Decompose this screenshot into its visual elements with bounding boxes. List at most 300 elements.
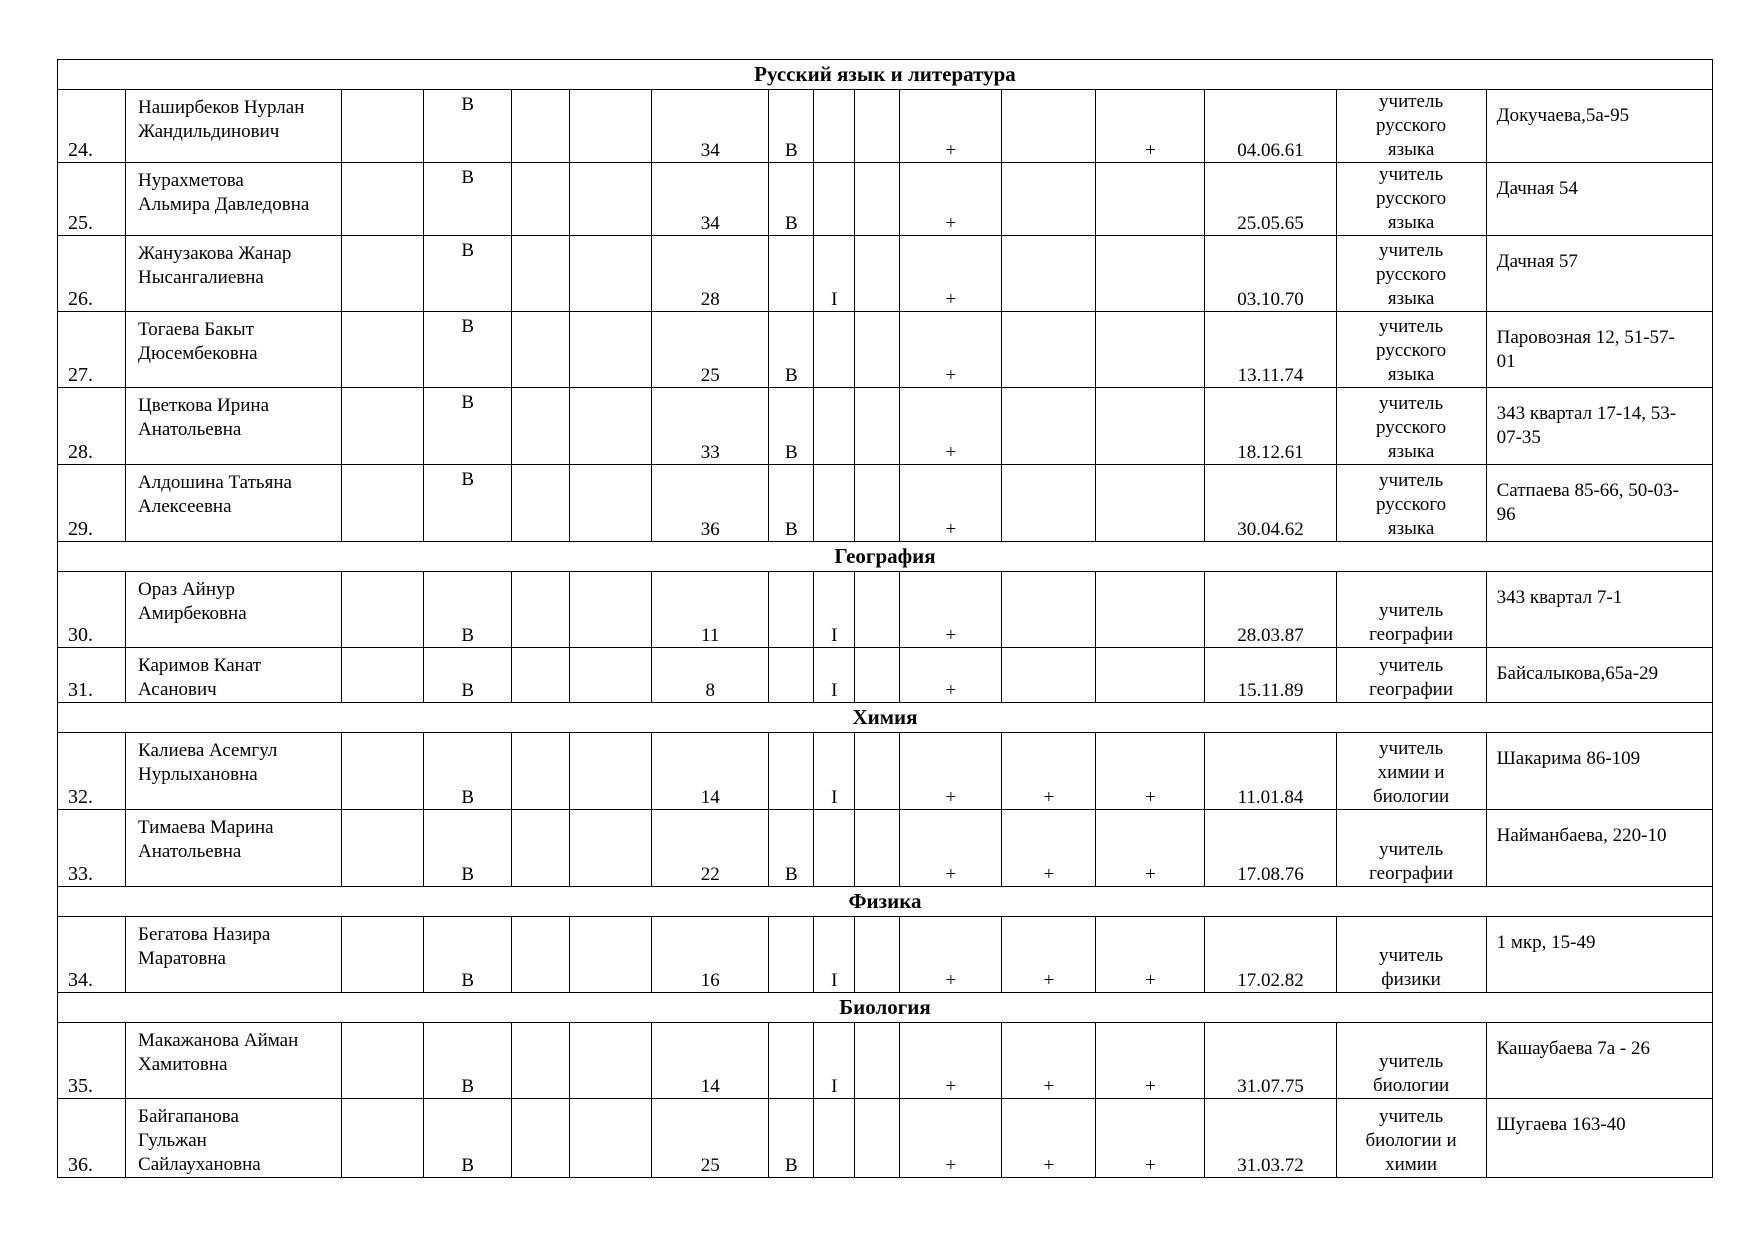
- teacher-name-line: Амирбековна: [138, 603, 247, 624]
- position: [1336, 163, 1486, 236]
- row-number: 30.: [58, 572, 126, 648]
- empty-cell: [342, 1023, 424, 1099]
- position-line: географии: [1369, 863, 1453, 884]
- empty-cell: [570, 163, 652, 236]
- teacher-name-line: Бегатова Назира: [138, 924, 271, 945]
- address-line: Шугаева 163-40: [1496, 1114, 1626, 1135]
- section-title: География: [58, 542, 1713, 572]
- table-row: [58, 1023, 1713, 1099]
- experience-years: 25: [652, 1099, 769, 1178]
- experience-years: 16: [652, 917, 769, 993]
- position-line: учитель: [1379, 1051, 1444, 1072]
- table-row: [58, 917, 1713, 993]
- empty-cell: [512, 733, 570, 810]
- teacher-name: [126, 733, 342, 810]
- empty-cell: [570, 388, 652, 465]
- birth-date: 31.07.75: [1205, 1023, 1336, 1099]
- position-line: языка: [1387, 139, 1435, 160]
- position-line: учитель: [1379, 600, 1444, 621]
- mark-i-cell: [814, 465, 855, 542]
- position-line: химии: [1385, 1154, 1438, 1175]
- teacher-name-line: Альмира Давледовна: [138, 194, 310, 215]
- teacher-name: [126, 465, 342, 542]
- address: [1486, 465, 1712, 542]
- address-line: 96: [1496, 504, 1516, 525]
- address-line: Байсалыкова,65а-29: [1496, 663, 1659, 684]
- table-row: [58, 90, 1713, 163]
- plus-cell-2: [1002, 163, 1096, 236]
- empty-cell: [342, 733, 424, 810]
- table-row: [58, 163, 1713, 236]
- address-line: 343 квартал 17-14, 53-: [1496, 403, 1677, 424]
- position-line: языка: [1387, 212, 1435, 233]
- plus-cell-1: +: [900, 1023, 1002, 1099]
- teacher-name-line: Асанович: [138, 679, 217, 700]
- plus-cell-1: +: [900, 917, 1002, 993]
- mark-i-cell: [814, 90, 855, 163]
- empty-cell: [342, 917, 424, 993]
- row-number: 33.: [58, 810, 126, 887]
- category-cell: В: [424, 90, 512, 163]
- empty-cell: [570, 810, 652, 887]
- teacher-name-line: Маратовна: [138, 948, 226, 969]
- plus-cell-1: +: [900, 572, 1002, 648]
- category-cell: В: [424, 648, 512, 703]
- teacher-name-line: Нурлыхановна: [138, 764, 258, 785]
- address-line: 07-35: [1496, 427, 1541, 448]
- section-header-row: [58, 993, 1713, 1023]
- position-line: учитель: [1379, 91, 1444, 112]
- teacher-name-line: Наширбеков Нурлан: [138, 97, 305, 118]
- position: [1336, 465, 1486, 542]
- experience-years: 14: [652, 733, 769, 810]
- position-line: биологии и: [1365, 1130, 1457, 1151]
- position-line: географии: [1369, 679, 1453, 700]
- teacher-name-line: Анатольевна: [138, 419, 242, 440]
- address-line: 01: [1496, 351, 1516, 372]
- mark-i-cell: I: [814, 917, 855, 993]
- plus-cell-1: +: [900, 1099, 1002, 1178]
- teacher-name-line: Сайлаухановна: [138, 1154, 261, 1175]
- mark-i-cell: [814, 1099, 855, 1178]
- table-row: [58, 572, 1713, 648]
- position-line: языка: [1387, 518, 1435, 539]
- address-line: Сатпаева 85-66, 50-03-: [1496, 480, 1679, 501]
- teacher-name-line: Гульжан: [138, 1130, 207, 1151]
- teacher-name: [126, 90, 342, 163]
- position: [1336, 1099, 1486, 1178]
- empty-cell: [570, 236, 652, 312]
- address: [1486, 236, 1712, 312]
- empty-cell: [570, 90, 652, 163]
- address: [1486, 1099, 1712, 1178]
- empty-cell: [570, 917, 652, 993]
- position-line: русского: [1375, 264, 1447, 285]
- plus-cell-3: [1096, 312, 1205, 388]
- plus-cell-2: +: [1002, 810, 1096, 887]
- empty-cell: [512, 90, 570, 163]
- position-line: учитель: [1379, 240, 1444, 261]
- plus-cell-3: +: [1096, 917, 1205, 993]
- category-cell: В: [424, 1023, 512, 1099]
- teacher-name: [126, 572, 342, 648]
- empty-cell: [342, 465, 424, 542]
- plus-cell-1: +: [900, 648, 1002, 703]
- section-title: Биология: [58, 993, 1713, 1023]
- experience-years: 34: [652, 163, 769, 236]
- row-number: 32.: [58, 733, 126, 810]
- plus-cell-3: [1096, 236, 1205, 312]
- teacher-name-line: Калиева Асемгул: [138, 740, 278, 761]
- plus-cell-3: +: [1096, 810, 1205, 887]
- address-line: 1 мкр, 15-49: [1496, 932, 1596, 953]
- empty-cell: [512, 236, 570, 312]
- table-row: [58, 312, 1713, 388]
- mark-b-cell: В: [769, 388, 814, 465]
- mark-b-cell: В: [769, 312, 814, 388]
- plus-cell-1: +: [900, 733, 1002, 810]
- empty-cell: [570, 1099, 652, 1178]
- plus-cell-2: [1002, 572, 1096, 648]
- empty-cell: [342, 90, 424, 163]
- row-number: 26.: [58, 236, 126, 312]
- address: [1486, 917, 1712, 993]
- plus-cell-2: [1002, 236, 1096, 312]
- position-line: русского: [1375, 340, 1447, 361]
- empty-cell: [342, 810, 424, 887]
- teacher-name-line: Дюсембековна: [138, 343, 258, 364]
- empty-cell: [570, 572, 652, 648]
- experience-years: 25: [652, 312, 769, 388]
- teacher-name-line: Ораз Айнур: [138, 579, 235, 600]
- teacher-name-line: Хамитовна: [138, 1054, 228, 1075]
- plus-cell-2: [1002, 90, 1096, 163]
- position-line: учитель: [1379, 945, 1444, 966]
- address-line: Дачная 54: [1496, 178, 1578, 199]
- empty-cell: [855, 312, 900, 388]
- birth-date: 17.08.76: [1205, 810, 1336, 887]
- category-cell: В: [424, 572, 512, 648]
- plus-cell-2: [1002, 465, 1096, 542]
- plus-cell-3: [1096, 163, 1205, 236]
- teacher-name-line: Жанузакова Жанар: [138, 243, 292, 264]
- mark-i-cell: [814, 163, 855, 236]
- plus-cell-3: +: [1096, 1099, 1205, 1178]
- birth-date: 31.03.72: [1205, 1099, 1336, 1178]
- mark-i-cell: I: [814, 733, 855, 810]
- empty-cell: [855, 163, 900, 236]
- table-row: [58, 236, 1713, 312]
- mark-b-cell: В: [769, 90, 814, 163]
- experience-years: 11: [652, 572, 769, 648]
- plus-cell-2: [1002, 312, 1096, 388]
- address-line: Шакарима 86-109: [1496, 748, 1641, 769]
- birth-date: 28.03.87: [1205, 572, 1336, 648]
- empty-cell: [570, 312, 652, 388]
- row-number: 31.: [58, 648, 126, 703]
- plus-cell-3: [1096, 388, 1205, 465]
- position-line: географии: [1369, 624, 1453, 645]
- mark-b-cell: [769, 733, 814, 810]
- position-line: химии и: [1377, 762, 1445, 783]
- position-line: учитель: [1379, 738, 1444, 759]
- empty-cell: [512, 572, 570, 648]
- address: [1486, 312, 1712, 388]
- plus-cell-3: +: [1096, 733, 1205, 810]
- teacher-name: [126, 648, 342, 703]
- mark-i-cell: I: [814, 236, 855, 312]
- empty-cell: [342, 163, 424, 236]
- empty-cell: [342, 236, 424, 312]
- empty-cell: [855, 810, 900, 887]
- position: [1336, 733, 1486, 810]
- mark-b-cell: В: [769, 810, 814, 887]
- empty-cell: [570, 733, 652, 810]
- empty-cell: [342, 1099, 424, 1178]
- teacher-name: [126, 163, 342, 236]
- plus-cell-1: +: [900, 90, 1002, 163]
- empty-cell: [512, 648, 570, 703]
- mark-b-cell: В: [769, 465, 814, 542]
- birth-date: 17.02.82: [1205, 917, 1336, 993]
- address-line: Найманбаева, 220-10: [1496, 825, 1667, 846]
- position: [1336, 236, 1486, 312]
- table-row: [58, 1099, 1713, 1178]
- position-line: учитель: [1379, 839, 1444, 860]
- mark-b-cell: [769, 572, 814, 648]
- position: [1336, 1023, 1486, 1099]
- section-title: Физика: [58, 887, 1713, 917]
- mark-i-cell: I: [814, 648, 855, 703]
- staff-table: [57, 59, 1713, 1178]
- address-line: Кашаубаева 7а - 26: [1496, 1038, 1651, 1059]
- empty-cell: [855, 90, 900, 163]
- category-cell: В: [424, 312, 512, 388]
- address: [1486, 1023, 1712, 1099]
- plus-cell-1: +: [900, 312, 1002, 388]
- empty-cell: [855, 1023, 900, 1099]
- birth-date: 18.12.61: [1205, 388, 1336, 465]
- plus-cell-2: +: [1002, 1023, 1096, 1099]
- mark-b-cell: В: [769, 163, 814, 236]
- teacher-name-line: Алдошина Татьяна: [138, 472, 292, 493]
- plus-cell-2: +: [1002, 1099, 1096, 1178]
- empty-cell: [512, 388, 570, 465]
- position-line: учитель: [1379, 470, 1444, 491]
- section-title: Химия: [58, 703, 1713, 733]
- birth-date: 04.06.61: [1205, 90, 1336, 163]
- category-cell: В: [424, 917, 512, 993]
- address: [1486, 810, 1712, 887]
- empty-cell: [512, 917, 570, 993]
- position-line: русского: [1375, 494, 1447, 515]
- position: [1336, 312, 1486, 388]
- teacher-name: [126, 810, 342, 887]
- section-header-row: [58, 60, 1713, 90]
- teacher-name: [126, 1023, 342, 1099]
- category-cell: В: [424, 236, 512, 312]
- teacher-name: [126, 236, 342, 312]
- row-number: 34.: [58, 917, 126, 993]
- row-number: 24.: [58, 90, 126, 163]
- position-line: языка: [1387, 441, 1435, 462]
- row-number: 28.: [58, 388, 126, 465]
- experience-years: 8: [652, 648, 769, 703]
- plus-cell-3: [1096, 648, 1205, 703]
- experience-years: 34: [652, 90, 769, 163]
- position-line: учитель: [1379, 316, 1444, 337]
- birth-date: 30.04.62: [1205, 465, 1336, 542]
- address: [1486, 648, 1712, 703]
- birth-date: 11.01.84: [1205, 733, 1336, 810]
- mark-b-cell: [769, 1023, 814, 1099]
- category-cell: В: [424, 465, 512, 542]
- empty-cell: [855, 917, 900, 993]
- experience-years: 22: [652, 810, 769, 887]
- plus-cell-1: +: [900, 810, 1002, 887]
- address-line: 343 квартал 7-1: [1496, 587, 1623, 608]
- empty-cell: [855, 236, 900, 312]
- mark-i-cell: [814, 312, 855, 388]
- teacher-name-line: Тимаева Марина: [138, 817, 274, 838]
- empty-cell: [512, 312, 570, 388]
- table-row: [58, 810, 1713, 887]
- mark-b-cell: [769, 236, 814, 312]
- position-line: русского: [1375, 188, 1447, 209]
- position: [1336, 810, 1486, 887]
- empty-cell: [342, 388, 424, 465]
- mark-i-cell: I: [814, 1023, 855, 1099]
- birth-date: 15.11.89: [1205, 648, 1336, 703]
- position-line: биологии: [1372, 1075, 1450, 1096]
- empty-cell: [570, 648, 652, 703]
- row-number: 27.: [58, 312, 126, 388]
- address-line: Докучаева,5а-95: [1496, 105, 1630, 126]
- section-header-row: [58, 887, 1713, 917]
- mark-b-cell: [769, 917, 814, 993]
- position-line: русского: [1375, 417, 1447, 438]
- empty-cell: [855, 388, 900, 465]
- mark-i-cell: [814, 388, 855, 465]
- plus-cell-3: [1096, 465, 1205, 542]
- table-row: [58, 388, 1713, 465]
- position: [1336, 90, 1486, 163]
- position: [1336, 917, 1486, 993]
- address: [1486, 163, 1712, 236]
- staff-table-body: [58, 60, 1713, 1178]
- birth-date: 03.10.70: [1205, 236, 1336, 312]
- empty-cell: [342, 572, 424, 648]
- empty-cell: [342, 648, 424, 703]
- teacher-name-line: Байгапанова: [138, 1106, 239, 1127]
- plus-cell-2: [1002, 648, 1096, 703]
- section-header-row: [58, 703, 1713, 733]
- category-cell: В: [424, 1099, 512, 1178]
- birth-date: 25.05.65: [1205, 163, 1336, 236]
- empty-cell: [855, 572, 900, 648]
- position-line: биологии: [1372, 786, 1450, 807]
- position-line: учитель: [1379, 393, 1444, 414]
- position: [1336, 388, 1486, 465]
- teacher-name: [126, 312, 342, 388]
- category-cell: В: [424, 163, 512, 236]
- teacher-name-line: Анатольевна: [138, 841, 242, 862]
- teacher-name: [126, 1099, 342, 1178]
- row-number: 25.: [58, 163, 126, 236]
- empty-cell: [512, 465, 570, 542]
- plus-cell-3: [1096, 572, 1205, 648]
- plus-cell-1: +: [900, 388, 1002, 465]
- position-line: физики: [1381, 969, 1441, 990]
- empty-cell: [512, 163, 570, 236]
- mark-b-cell: В: [769, 1099, 814, 1178]
- address: [1486, 90, 1712, 163]
- position-line: языка: [1387, 288, 1435, 309]
- empty-cell: [855, 648, 900, 703]
- address: [1486, 388, 1712, 465]
- empty-cell: [570, 465, 652, 542]
- position-line: учитель: [1379, 655, 1444, 676]
- table-row: [58, 648, 1713, 703]
- category-cell: В: [424, 810, 512, 887]
- birth-date: 13.11.74: [1205, 312, 1336, 388]
- empty-cell: [855, 1099, 900, 1178]
- plus-cell-1: +: [900, 163, 1002, 236]
- section-title: Русский язык и литература: [58, 60, 1713, 90]
- plus-cell-2: +: [1002, 917, 1096, 993]
- section-header-row: [58, 542, 1713, 572]
- address: [1486, 572, 1712, 648]
- mark-b-cell: [769, 648, 814, 703]
- teacher-name-line: Алексеевна: [138, 496, 232, 517]
- experience-years: 14: [652, 1023, 769, 1099]
- teacher-name-line: Каримов Канат: [138, 655, 262, 676]
- empty-cell: [855, 733, 900, 810]
- plus-cell-3: +: [1096, 1023, 1205, 1099]
- empty-cell: [342, 312, 424, 388]
- empty-cell: [855, 465, 900, 542]
- plus-cell-1: +: [900, 236, 1002, 312]
- plus-cell-2: +: [1002, 733, 1096, 810]
- position: [1336, 572, 1486, 648]
- teacher-name-line: Нысангалиевна: [138, 267, 264, 288]
- row-number: 36.: [58, 1099, 126, 1178]
- position-line: учитель: [1379, 164, 1444, 185]
- table-row: [58, 465, 1713, 542]
- position-line: учитель: [1379, 1106, 1444, 1127]
- address-line: Паровозная 12, 51-57-: [1496, 327, 1675, 348]
- position-line: русского: [1375, 115, 1447, 136]
- experience-years: 36: [652, 465, 769, 542]
- teacher-name-line: Тогаева Бакыт: [138, 319, 254, 340]
- teacher-name: [126, 917, 342, 993]
- teacher-name-line: Цветкова Ирина: [138, 395, 270, 416]
- empty-cell: [512, 1099, 570, 1178]
- mark-i-cell: I: [814, 572, 855, 648]
- experience-years: 28: [652, 236, 769, 312]
- address-line: Дачная 57: [1496, 251, 1578, 272]
- mark-i-cell: [814, 810, 855, 887]
- teacher-name-line: Жандильдинович: [138, 121, 280, 142]
- plus-cell-1: +: [900, 465, 1002, 542]
- address: [1486, 733, 1712, 810]
- position: [1336, 648, 1486, 703]
- category-cell: В: [424, 388, 512, 465]
- experience-years: 33: [652, 388, 769, 465]
- empty-cell: [512, 810, 570, 887]
- empty-cell: [570, 1023, 652, 1099]
- teacher-name-line: Нурахметова: [138, 170, 244, 191]
